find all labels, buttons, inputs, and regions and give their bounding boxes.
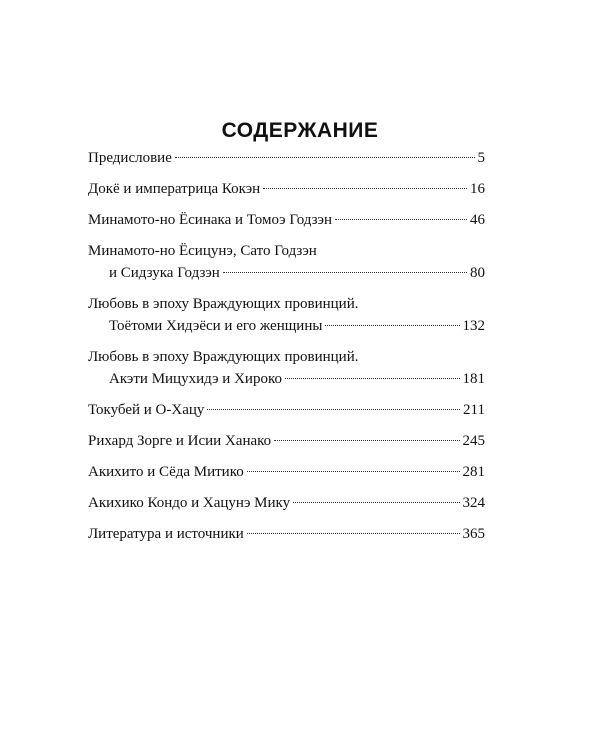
toc-page-number: 324 bbox=[462, 495, 485, 511]
toc-entry-title: Докё и императрица Кокэн bbox=[88, 181, 261, 197]
dot-leader bbox=[263, 188, 467, 189]
toc-page-number: 80 bbox=[470, 265, 485, 281]
toc-entry-mitsuhide bbox=[88, 347, 485, 389]
toc-line bbox=[88, 431, 485, 451]
dot-leader bbox=[335, 219, 467, 220]
dot-leader bbox=[223, 272, 467, 273]
toc-entry-title: Токубей и О-Хацу bbox=[88, 402, 205, 418]
toc-page-number: 46 bbox=[470, 212, 485, 228]
toc-entry-title: Любовь в эпоху Враждующих провинций. bbox=[88, 296, 359, 312]
toc-page-number: 181 bbox=[462, 371, 485, 387]
toc-entry-doke bbox=[88, 179, 485, 199]
page-title: СОДЕРЖАНИЕ bbox=[221, 119, 379, 142]
toc-page-number: 365 bbox=[462, 526, 485, 542]
toc-page-number: 5 bbox=[477, 150, 485, 166]
toc-page-number: 132 bbox=[462, 318, 485, 334]
toc-entry-literature bbox=[88, 524, 485, 544]
table-of-contents bbox=[88, 148, 485, 544]
toc-entry-hideyoshi bbox=[88, 294, 485, 336]
toc-entry-title-continued: Тоётоми Хидэёси и его женщины bbox=[109, 318, 323, 334]
toc-entry-title: Минамото-но Ёсинака и Томоэ Годзэн bbox=[88, 212, 332, 228]
toc-line bbox=[88, 400, 485, 420]
dot-leader bbox=[274, 440, 459, 441]
toc-entry-title: Акихико Кондо и Хацунэ Мику bbox=[88, 495, 291, 511]
toc-line bbox=[88, 294, 485, 314]
toc-line bbox=[88, 179, 485, 199]
toc-entry-title: Предисловие bbox=[88, 150, 172, 166]
dot-leader bbox=[247, 533, 460, 534]
toc-entry-title: Акихито и Сёда Митико bbox=[88, 464, 244, 480]
toc-entry-title: Рихард Зорге и Исии Ханако bbox=[88, 433, 272, 449]
dot-leader bbox=[247, 471, 460, 472]
dot-leader bbox=[175, 157, 475, 158]
toc-entry-kondo bbox=[88, 493, 485, 513]
toc-entry-preface bbox=[88, 148, 485, 168]
dot-leader bbox=[285, 378, 460, 379]
dot-leader bbox=[293, 502, 459, 503]
toc-line bbox=[88, 524, 485, 544]
dot-leader bbox=[207, 409, 460, 410]
toc-line bbox=[88, 462, 485, 482]
toc-page-number: 211 bbox=[463, 402, 485, 418]
toc-entry-yoshitsune bbox=[88, 241, 485, 283]
toc-line bbox=[88, 148, 485, 168]
toc-entry-title-continued: и Сидзука Годзэн bbox=[109, 265, 220, 281]
toc-entry-akihito bbox=[88, 462, 485, 482]
toc-line bbox=[88, 263, 485, 283]
toc-page-number: 16 bbox=[470, 181, 485, 197]
toc-entry-title: Литература и источники bbox=[88, 526, 244, 542]
toc-entry-sorge bbox=[88, 431, 485, 451]
toc-line bbox=[88, 210, 485, 230]
toc-entry-title-continued: Акэти Мицухидэ и Хироко bbox=[109, 371, 282, 387]
toc-entry-tokubei bbox=[88, 400, 485, 420]
toc-entry-title: Любовь в эпоху Враждующих провинций. bbox=[88, 349, 359, 365]
toc-page-number: 245 bbox=[462, 433, 485, 449]
toc-page-number: 281 bbox=[462, 464, 485, 480]
toc-line bbox=[88, 241, 485, 261]
toc-entry-title: Минамото-но Ёсицунэ, Сато Годзэн bbox=[88, 243, 317, 259]
toc-line bbox=[88, 493, 485, 513]
toc-line bbox=[88, 347, 485, 367]
toc-line bbox=[88, 369, 485, 389]
dot-leader bbox=[325, 325, 459, 326]
toc-entry-yoshinaka bbox=[88, 210, 485, 230]
toc-line bbox=[88, 316, 485, 336]
